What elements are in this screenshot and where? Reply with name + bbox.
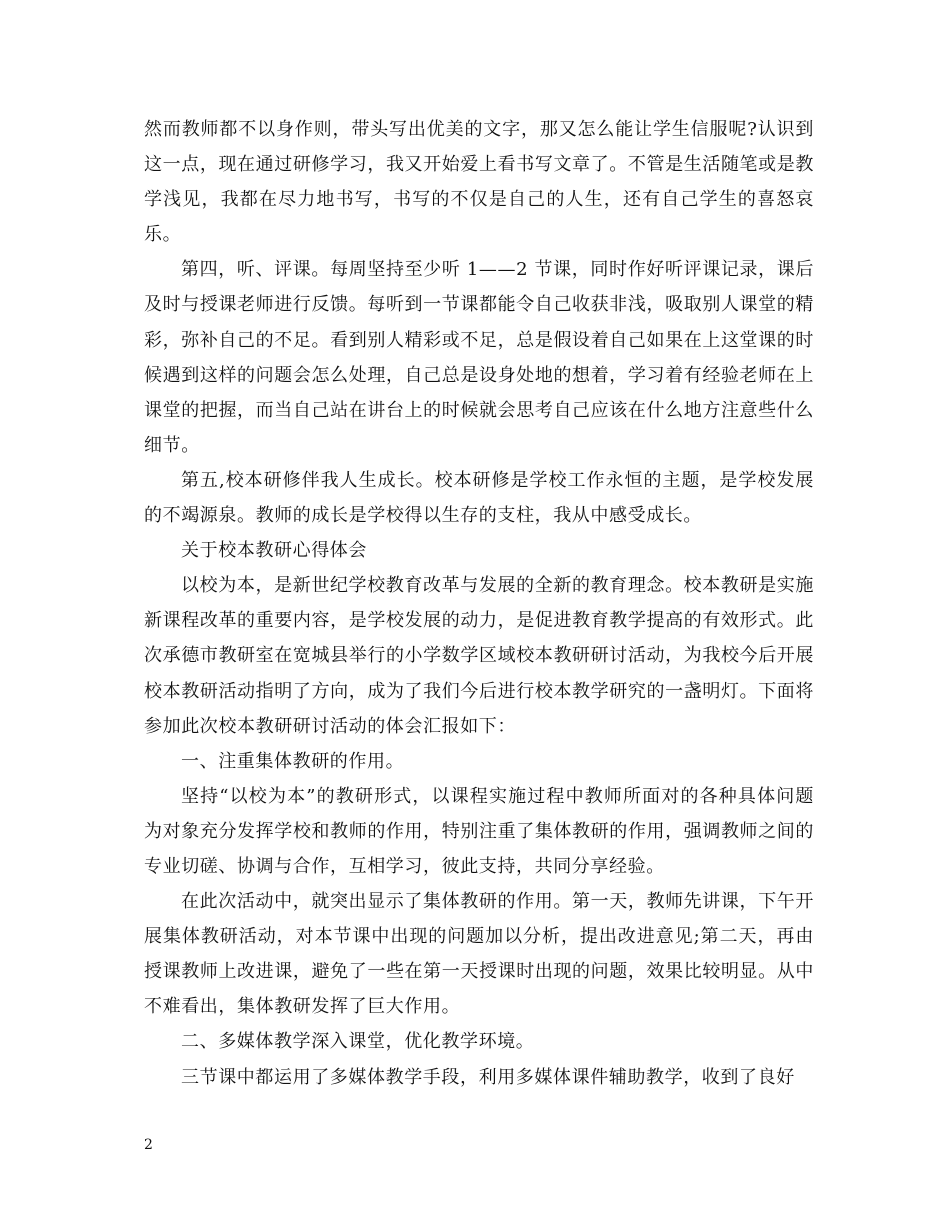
paragraph-listening-evaluation: 第四，听、评课。每周坚持至少听 1——2 节课，同时作好听评课记录，课后及时与授课老师进行反馈。每听到一节课都能令自己收获非浅，吸取别人课堂的精彩，弥补自己的不足。看到别人精彩或不足，总是假设着自己如果在上这堂课的时候遇到这样的问题会怎么处理，自己总是设身处地的想着，学习着有经验老师在上课堂的把握，而当自己站在讲台上的时候就会思考自己应该在什么地方注意些什么细节。 <box>144 259 814 456</box>
paragraph-continuation: 然而教师都不以身作则，带头写出优美的文字，那又怎么能让学生信服呢?认识到这一点，现在通过研修学习，我又开始爱上看书写文章了。不管是生活随笔或是教学浅见，我都在尽力地书写，书写的不仅是自己的人生，还有自己学生的喜怒哀乐。 <box>144 119 814 246</box>
document-body <box>144 112 814 1095</box>
subheading-collective-research: 一、注重集体教研的作用。 <box>181 750 405 772</box>
paragraph-introduction: 以校为本，是新世纪学校教育改革与发展的全新的教育理念。校本教研是实施新课程改革的重要内容，是学校发展的动力，是促进教育教学提高的有效形式。此次承德市教研室在宽城县举行的小学数学区域校本教研研讨活动，为我校今后开展校本教研活动指明了方向，成为了我们今后进行校本教学研究的一盏明灯。下面将参加此次校本教研研讨活动的体会汇报如下： <box>144 575 814 737</box>
page-number: 2 <box>144 1137 153 1153</box>
paragraph-school-based-form: 坚持“以校为本”的教研形式，以课程实施过程中教师所面对的各种具体问题为对象充分发挥学校和教师的作用，特别注重了集体教研的作用，强调教师之间的专业切磋、协调与合作，互相学习，彼此支持，共同分享经验。 <box>144 785 814 877</box>
paragraph-multimedia-use: 三节课中都运用了多媒体教学手段，利用多媒体课件辅助教学，收到了良好 <box>181 1066 795 1088</box>
subheading-multimedia: 二、多媒体教学深入课堂，优化教学环境。 <box>181 1031 535 1053</box>
section-heading: 关于校本教研心得体会 <box>181 540 367 562</box>
paragraph-activity-example: 在此次活动中，就突出显示了集体教研的作用。第一天，教师先讲课，下午开展集体教研活动，对本节课中出现的问题加以分析，提出改进意见;第二天，再由授课教师上改进课，避免了一些在第一天授课时出现的问题，效果比较明显。从中不难看出，集体教研发挥了巨大作用。 <box>144 891 814 1018</box>
paragraph-school-research-growth: 第五,校本研修伴我人生成长。校本研修是学校工作永恒的主题，是学校发展的不竭源泉。教师的成长是学校得以生存的支柱，我从中感受成长。 <box>144 469 814 527</box>
